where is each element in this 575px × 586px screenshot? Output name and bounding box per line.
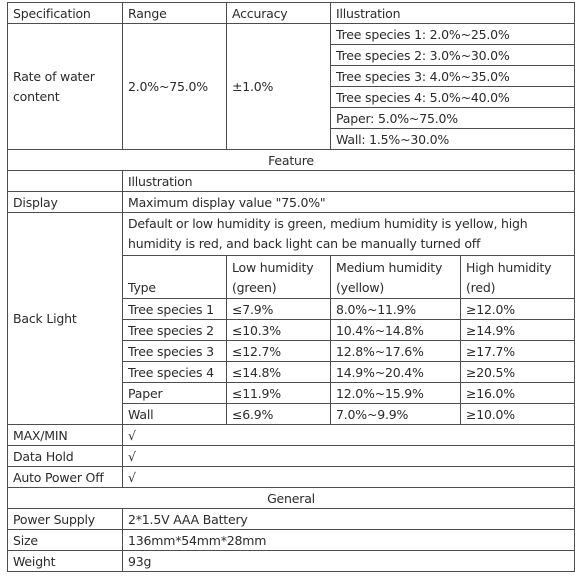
water-content-illustration: Wall: 1.5%~30.0%	[331, 129, 575, 150]
general-title-row	[8, 488, 575, 509]
backlight-high: ≥17.7%	[461, 341, 575, 362]
water-content-illustration: Paper: 5.0%~75.0%	[331, 108, 575, 129]
backlight-type: Wall	[123, 404, 227, 425]
max-min-value: √	[123, 425, 575, 446]
type-header: Type	[123, 256, 227, 299]
backlight-medium: 14.9%~20.4%	[331, 362, 461, 383]
water-content-label: Rate of water content	[8, 24, 123, 150]
auto-power-off-row	[8, 467, 575, 488]
backlight-type: Tree species 4	[123, 362, 227, 383]
display-row	[8, 192, 575, 213]
data-hold-label: Data Hold	[8, 446, 123, 467]
weight-row	[8, 551, 575, 572]
max-min-row	[8, 425, 575, 446]
backlight-low: ≤14.8%	[227, 362, 331, 383]
header-specification: Specification	[8, 3, 123, 24]
backlight-low: ≤12.7%	[227, 341, 331, 362]
weight-value: 93g	[123, 551, 575, 572]
backlight-medium: 10.4%~14.8%	[331, 320, 461, 341]
header-illustration: Illustration	[331, 3, 575, 24]
backlight-high: ≥16.0%	[461, 383, 575, 404]
auto-power-off-label: Auto Power Off	[8, 467, 123, 488]
auto-power-off-value: √	[123, 467, 575, 488]
water-content-illustration: Tree species 4: 5.0%~40.0%	[331, 87, 575, 108]
backlight-type: Tree species 3	[123, 341, 227, 362]
water-content-row	[8, 24, 575, 45]
data-hold-row	[8, 446, 575, 467]
size-value: 136mm*54mm*28mm	[123, 530, 575, 551]
header-range: Range	[123, 3, 227, 24]
backlight-medium: 12.0%~15.9%	[331, 383, 461, 404]
backlight-medium: 12.8%~17.6%	[331, 341, 461, 362]
feature-title: Feature	[8, 150, 575, 171]
size-row	[8, 530, 575, 551]
high-humidity-header: High humidity (red)	[461, 256, 575, 299]
water-content-accuracy: ±1.0%	[227, 24, 331, 150]
weight-label: Weight	[8, 551, 123, 572]
water-content-illustration: Tree species 3: 4.0%~35.0%	[331, 66, 575, 87]
backlight-low: ≤11.9%	[227, 383, 331, 404]
backlight-low: ≤6.9%	[227, 404, 331, 425]
water-content-range: 2.0%~75.0%	[123, 24, 227, 150]
water-content-illustration: Tree species 2: 3.0%~30.0%	[331, 45, 575, 66]
size-label: Size	[8, 530, 123, 551]
backlight-high: ≥12.0%	[461, 299, 575, 320]
specification-table	[7, 2, 575, 572]
medium-humidity-header: Medium humidity (yellow)	[331, 256, 461, 299]
backlight-low: ≤10.3%	[227, 320, 331, 341]
backlight-type: Paper	[123, 383, 227, 404]
feature-empty-cell	[8, 171, 123, 192]
low-humidity-header: Low humidity (green)	[227, 256, 331, 299]
backlight-type: Tree species 2	[123, 320, 227, 341]
feature-title-row	[8, 150, 575, 171]
backlight-type: Tree species 1	[123, 299, 227, 320]
feature-illustration-header: Illustration	[123, 171, 575, 192]
backlight-desc-row	[8, 213, 575, 256]
general-title: General	[8, 488, 575, 509]
backlight-low: ≤7.9%	[227, 299, 331, 320]
feature-header-row	[8, 171, 575, 192]
max-min-label: MAX/MIN	[8, 425, 123, 446]
backlight-label: Back Light	[8, 213, 123, 425]
data-hold-value: √	[123, 446, 575, 467]
backlight-high: ≥10.0%	[461, 404, 575, 425]
backlight-medium: 7.0%~9.9%	[331, 404, 461, 425]
display-label: Display	[8, 192, 123, 213]
backlight-description: Default or low humidity is green, medium humidity is yellow, high humidity is red, and back light can be manually turned off	[123, 213, 575, 256]
header-accuracy: Accuracy	[227, 3, 331, 24]
backlight-medium: 8.0%~11.9%	[331, 299, 461, 320]
display-value: Maximum display value "75.0%"	[123, 192, 575, 213]
header-row	[8, 3, 575, 24]
water-content-illustration: Tree species 1: 2.0%~25.0%	[331, 24, 575, 45]
power-supply-label: Power Supply	[8, 509, 123, 530]
backlight-high: ≥14.9%	[461, 320, 575, 341]
power-supply-value: 2*1.5V AAA Battery	[123, 509, 575, 530]
power-supply-row	[8, 509, 575, 530]
backlight-high: ≥20.5%	[461, 362, 575, 383]
